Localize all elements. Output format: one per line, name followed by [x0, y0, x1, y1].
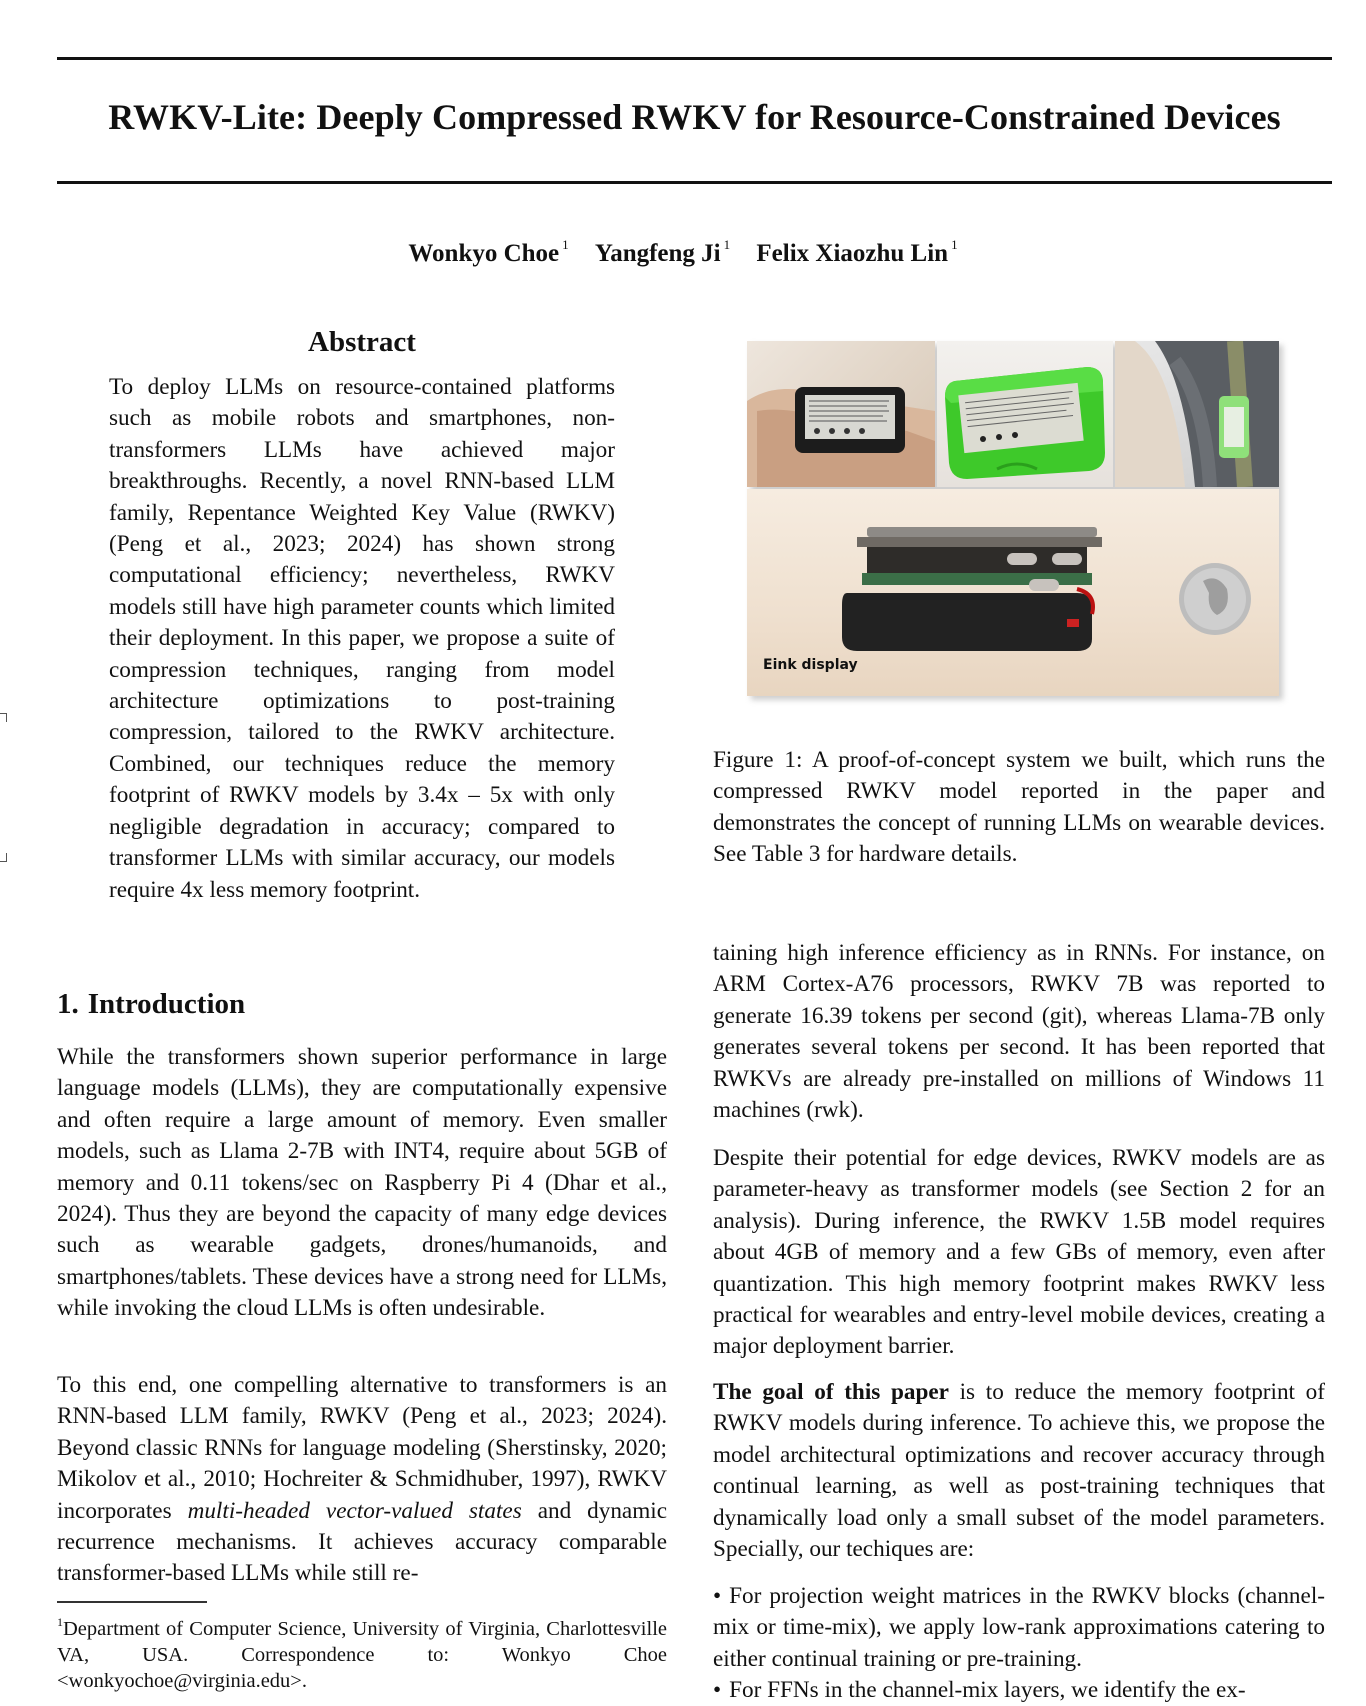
list-item: • For FFNs in the channel-mix layers, we identify the ex- — [713, 1677, 1246, 1703]
footnote-rule — [57, 1601, 207, 1603]
hand-holding-device-image — [747, 341, 935, 487]
photo-green-case — [937, 341, 1113, 487]
margin-bracket-top — [0, 713, 7, 722]
abstract-text: To deploy LLMs on resource-contained platforms such as mobile robots and smartphones, non-transformers LLMs have achieved major breakthroughs. Recently, a novel RNN-based LLM family, Repentance Weighted Key Value (RWKV) (Peng et al., 2023; 2024) has shown strong computational efficiency; nevertheless, RWKV models still have high parameter counts which limited their deployment. In this paper, we propose a suite of compression techniques, ranging from model architecture optimizations to post-training compression, tailored to the RWKV architecture. Combined, our techniques reduce the memory footprint of RWKV models by 3.4x – 5x with only negligible degradation in accuracy; compared to transformer LLMs with similar accuracy, our models require 4x less memory footprint. — [109, 374, 615, 903]
body-paragraph: taining high inference efficiency as in RNNs. For instance, on ARM Cortex-A76 processors, RWKV 7B was reported to generate 16.39 tokens per second (git), whereas Llama-7B only generates several tokens per second. It has been reported that RWKVs are already pre-installed on millions of Windows 11 machines (rwk). — [713, 940, 1325, 1124]
author-list — [0, 237, 1366, 268]
affiliation-marker: 1 — [562, 237, 569, 252]
photo-wearable-on-strap — [1115, 341, 1279, 487]
figure-1-photo-collage — [747, 341, 1279, 696]
figure-caption: Figure 1: A proof-of-concept system we built, which runs the compressed RWKV model reported in the paper and demonstrates the concept of running LLMs on wearable devices. See Table 3 for hardware details. — [713, 747, 1325, 868]
list-item: • For projection weight matrices in the RWKV blocks (channel-mix or time-mix), we apply low-rank approximations catering to either continual training or pre-training. — [713, 1583, 1325, 1672]
author-name: Yangfeng Ji $^1$ — [594, 237, 731, 267]
abstract-heading: Abstract — [308, 326, 416, 358]
title-bottom-rule — [57, 181, 1332, 184]
intro-paragraph: While the transformers shown superior performance in large language models (LLMs), they are computationally expensive and often require a large amount of memory. Even smaller models, such as Llama 2-7B with INT4, require about 5GB of memory and 0.11 tokens/sec on Raspberry Pi 4 (Dhar et al., 2024). Thus they are beyond the capacity of many edge devices such as wearable gadgets, drones/humanoids, and smartphones/tablets. These devices have a strong need for LLMs, while invoking the cloud LLMs is often undesirable. — [57, 1044, 667, 1322]
body-paragraph: Despite their potential for edge devices, RWKV models are as parameter-heavy as transformer models (see Section 2 for an analysis). During inference, the RWKV 1.5B model requires about 4GB of memory and a few GBs of memory, even after quantization. This high memory footprint makes RWKV less practical for wearables and entry-level mobile devices, creating a major deployment barrier. — [713, 1145, 1325, 1360]
intro-paragraph: To this end, one compelling alternative to transformers is an RNN-based LLM family, RWKV (Peng et al., 2023; 2024). Beyond classic RNNs for language modeling (Sherstinsky, 2020; Mikolov et al., 2010; Hochreiter & Schmidhuber, 1997), RWKV incorporates multi-headed vector-valued states and dynamic recurrence mechanisms. It achieves accuracy comparable transformer-based LLMs while still re- — [57, 1372, 667, 1587]
bullet-icon: • — [713, 1583, 722, 1609]
label-eink-display: Eink display — [763, 657, 858, 673]
affiliation-marker: 1 — [951, 237, 958, 252]
photo-device-in-hand — [747, 341, 935, 487]
margin-bracket-bottom — [0, 853, 7, 862]
photo-hardware-stack — [747, 489, 1279, 696]
author-name: Wonkyo Choe $^1$ — [408, 237, 569, 267]
title-top-rule — [57, 57, 1332, 60]
goal-paragraph: The goal of this paper is to reduce the memory footprint of RWKV models during inference. To achieve this, we propose the model architectural optimizations and recover accuracy through continual learning, as well as post-training techniques that dynamically load only a small subset of the model parameters. Specially, our techiques are: — [713, 1379, 1325, 1563]
person-wearing-device-image — [1115, 341, 1279, 487]
green-case-device-image — [937, 341, 1113, 487]
paper-title: RWKV-Lite: Deeply Compressed RWKV for Resource-Constrained Devices — [108, 97, 1281, 137]
footnote: $^1$Department of Computer Science, University of Virginia, Charlottesville VA, USA. Correspondence to: Wonkyo Choe <wonkyochoe@virginia.edu>. — [57, 1615, 667, 1692]
affiliation-marker: 1 — [723, 237, 731, 252]
emphasis-text: multi-headed vector-valued states — [187, 1497, 522, 1524]
bullet-icon: • — [713, 1677, 722, 1703]
author-name: Felix Xiaozhu Lin $^1$ — [756, 237, 958, 267]
section-heading-introduction: 1. Introduction — [57, 988, 246, 1020]
